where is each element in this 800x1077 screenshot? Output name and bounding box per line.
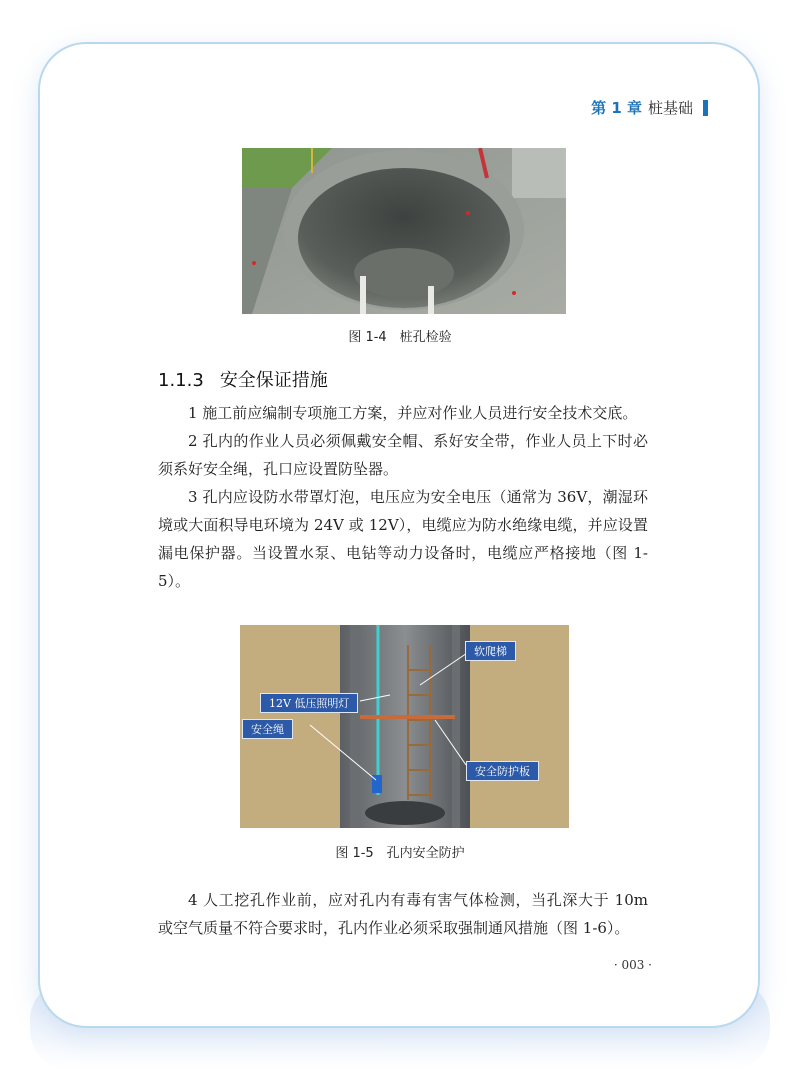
section-title: 安全保证措施 [219,370,328,391]
section-heading [158,366,328,392]
running-header [591,97,708,118]
label-safety-rope: 安全绳 [242,719,293,739]
figure-1-4-caption: 图 1-4 桩孔检验 [348,330,452,345]
page-number: · 003 · [613,958,652,972]
chapter-number: 第 1 章 [591,99,642,117]
paragraph-1: 1 施工前应编制专项施工方案，并应对作业人员进行安全技术交底。 [188,404,638,422]
figure-hole-safety [240,625,569,828]
paragraph-2: 2 孔内的作业人员必须佩戴安全帽、系好安全带，作业人员上下时必须系好安全绳，孔口应设置防坠器。 [158,432,648,478]
label-safety-board: 安全防护板 [466,761,539,781]
section-number: 1.1.3 [158,370,204,391]
pile-hole-illustration [242,148,566,314]
chapter-title: 桩基础 [647,99,693,117]
paragraph-4: 4 人工挖孔作业前，应对孔内有毒有害气体检测，当孔深大于 10m 或空气质量不符合要求时，孔内作业必须采取强制通风措施（图 1-6）。 [158,891,648,937]
label-low-voltage-lamp: 12V 低压照明灯 [260,693,358,713]
header-bar [703,100,708,116]
figure-pile-hole [242,148,566,314]
label-soft-ladder: 软爬梯 [465,641,516,661]
paragraph-3: 3 孔内应设防水带罩灯泡，电压应为安全电压（通常为 36V，潮湿环境或大面积导电环境为 24V 或 12V），电缆应为防水绝缘电缆，并应设置漏电保护器。当设置水泵、电钻等动力设备时，电缆应严格接地（图 1-5）。 [158,488,648,590]
figure-1-5-caption: 图 1-5 孔内安全防护 [335,846,465,861]
